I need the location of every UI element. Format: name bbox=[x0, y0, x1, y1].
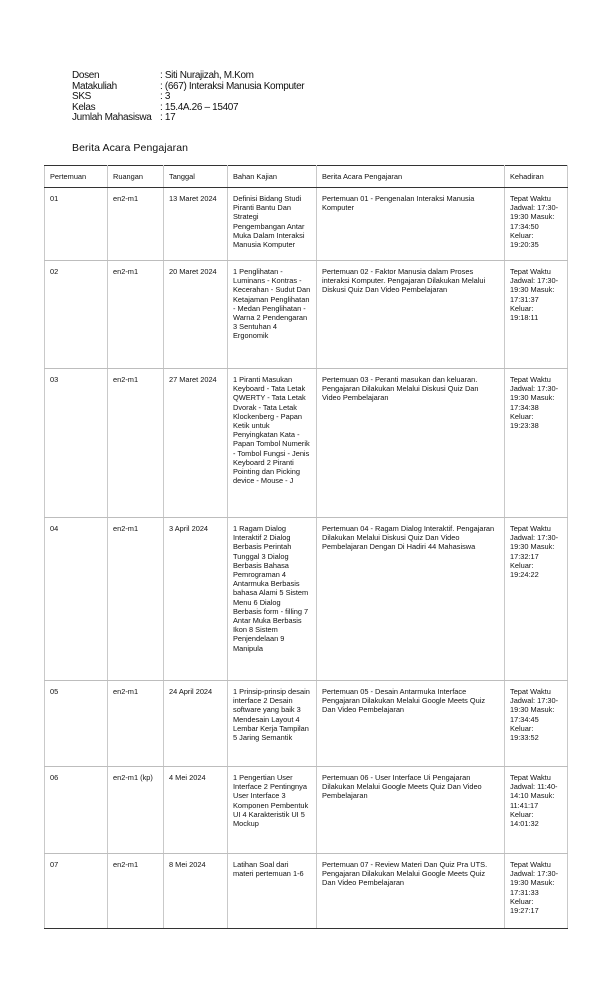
cell-kehadiran: Tepat Waktu Jadwal: 17:30-19:30 Masuk: 17:34:50 Keluar: 19:20:35 bbox=[505, 188, 568, 261]
cell-kehadiran: Tepat Waktu Jadwal: 17:30-19:30 Masuk: 17:31:37 Keluar: 19:18:11 bbox=[505, 261, 568, 369]
cell-bahan-kajian: 1 Ragam Dialog Interaktif 2 Dialog Berbasis Perintah Tunggal 3 Dialog Berbasis Bahasa Pemrograman 4 Antarmuka Berbasis bahasa Alami 5 Sistem Menu 6 Dialog Berbasis form - filling 7 Antar Muka Berbasis Ikon 8 Sistem Penjendelaan 9 Manipula bbox=[228, 518, 317, 681]
header-ruangan: Ruangan bbox=[108, 166, 164, 188]
cell-bahan-kajian: 1 Prinsip-prinsip desain interface 2 Desain software yang baik 3 Mendesain Layout 4 Lembar Kerja Tampilan 5 Jaring Semantik bbox=[228, 681, 317, 767]
cell-berita-acara: Pertemuan 01 - Pengenalan Interaksi Manusia Komputer bbox=[317, 188, 505, 261]
cell-ruangan: en2-m1 (kp) bbox=[108, 767, 164, 854]
table-row bbox=[45, 518, 568, 681]
teaching-record-table bbox=[44, 165, 568, 929]
cell-pertemuan: 04 bbox=[45, 518, 108, 681]
cell-kehadiran: Tepat Waktu Jadwal: 17:30-19:30 Masuk: 17:32:17 Keluar: 19:24:22 bbox=[505, 518, 568, 681]
cell-berita-acara: Pertemuan 07 - Review Materi Dan Quiz Pra UTS. Pengajaran Dilakukan Melalui Google Meets Quiz Dan Video Pembelajaran bbox=[317, 854, 505, 929]
cell-kehadiran: Tepat Waktu Jadwal: 17:30-19:30 Masuk: 17:34:45 Keluar: 19:33:52 bbox=[505, 681, 568, 767]
cell-pertemuan: 02 bbox=[45, 261, 108, 369]
cell-tanggal: 13 Maret 2024 bbox=[164, 188, 228, 261]
info-value: : Siti Nurajizah, M.Kom bbox=[160, 70, 254, 81]
table-header-row bbox=[45, 166, 568, 188]
table-row bbox=[45, 261, 568, 369]
cell-pertemuan: 06 bbox=[45, 767, 108, 854]
info-row-dosen bbox=[72, 71, 304, 82]
info-label: Matakuliah bbox=[72, 80, 117, 92]
cell-ruangan: en2-m1 bbox=[108, 854, 164, 929]
cell-bahan-kajian: 1 Penglihatan - Luminans - Kontras - Kecerahan - Sudut Dan Ketajaman Penglihatan - Medan Penglihatan - Warna 2 Pendengaran 3 Sentuhan 4 Ergonomik bbox=[228, 261, 317, 369]
cell-tanggal: 3 April 2024 bbox=[164, 518, 228, 681]
cell-berita-acara: Pertemuan 04 - Ragam Dialog Interaktif. Pengajaran Dilakukan Melalui Diskusi Quiz Dan Video Pembelajaran Dengan Di Hadiri 44 Mahasiswa bbox=[317, 518, 505, 681]
info-label: Dosen bbox=[72, 70, 100, 81]
course-info bbox=[72, 71, 304, 124]
info-value: : 15.4A.26 – 15407 bbox=[160, 101, 239, 113]
info-value: : 3 bbox=[160, 91, 171, 103]
cell-tanggal: 8 Mei 2024 bbox=[164, 854, 228, 929]
info-label: Kelas bbox=[72, 101, 96, 113]
cell-tanggal: 24 April 2024 bbox=[164, 681, 228, 767]
cell-bahan-kajian: 1 Piranti Masukan Keyboard - Tata Letak QWERTY - Tata Letak Dvorak - Tata Letak Klockenberg - Papan Ketik untuk Penyingkatan Kata - Papan Tombol Numerik - Tombol Fungsi - Jenis Keyboard 2 Piranti Pointing dan Picking device - Mouse - J bbox=[228, 369, 317, 518]
cell-tanggal: 4 Mei 2024 bbox=[164, 767, 228, 854]
cell-bahan-kajian: Definisi Bidang Studi Piranti Bantu Dan Strategi Pengembangan Antar Muka Dalam Interaksi Manusia Komputer bbox=[228, 188, 317, 261]
header-kehadiran: Kehadiran bbox=[505, 166, 568, 188]
info-value: : (667) Interaksi Manusia Komputer bbox=[160, 80, 305, 92]
cell-berita-acara: Pertemuan 03 - Peranti masukan dan keluaran. Pengajaran Dilakukan Melalui Diskusi Quiz Dan Video Pembelajaran bbox=[317, 369, 505, 518]
cell-kehadiran: Tepat Waktu Jadwal: 17:30-19:30 Masuk: 17:31:33 Keluar: 19:27:17 bbox=[505, 854, 568, 929]
cell-pertemuan: 05 bbox=[45, 681, 108, 767]
info-label: Jumlah Mahasiswa bbox=[72, 112, 152, 124]
info-label: SKS bbox=[72, 91, 91, 103]
cell-berita-acara: Pertemuan 06 - User Interface Ui Pengajaran Dilakukan Melalui Google Meets Quiz Dan Video Pembelajaran bbox=[317, 767, 505, 854]
cell-bahan-kajian: 1 Pengertian User Interface 2 Pentingnya User Interface 3 Komponen Pembentuk UI 4 Karakteristik UI 5 Mockup bbox=[228, 767, 317, 854]
table-row bbox=[45, 188, 568, 261]
header-berita-acara: Berita Acara Pengajaran bbox=[317, 166, 505, 188]
info-row-jumlah-mahasiswa bbox=[72, 113, 304, 124]
cell-ruangan: en2-m1 bbox=[108, 681, 164, 767]
cell-ruangan: en2-m1 bbox=[108, 188, 164, 261]
cell-tanggal: 20 Maret 2024 bbox=[164, 261, 228, 369]
cell-pertemuan: 01 bbox=[45, 188, 108, 261]
cell-kehadiran: Tepat Waktu Jadwal: 17:30-19:30 Masuk: 17:34:38 Keluar: 19:23:38 bbox=[505, 369, 568, 518]
header-pertemuan: Pertemuan bbox=[45, 166, 108, 188]
table-row bbox=[45, 681, 568, 767]
cell-berita-acara: Pertemuan 05 - Desain Antarmuka Interface Pengajaran Dilakukan Melalui Google Meets Quiz Dan Video Pembelajaran bbox=[317, 681, 505, 767]
cell-tanggal: 27 Maret 2024 bbox=[164, 369, 228, 518]
cell-pertemuan: 07 bbox=[45, 854, 108, 929]
table-row bbox=[45, 369, 568, 518]
table-row bbox=[45, 767, 568, 854]
cell-ruangan: en2-m1 bbox=[108, 369, 164, 518]
info-value: : 17 bbox=[160, 112, 176, 124]
cell-bahan-kajian: Latihan Soal dari materi pertemuan 1-6 bbox=[228, 854, 317, 929]
header-bahan-kajian: Bahan Kajian bbox=[228, 166, 317, 188]
header-tanggal: Tanggal bbox=[164, 166, 228, 188]
info-row-matakuliah bbox=[72, 82, 304, 93]
section-title: Berita Acara Pengajaran bbox=[72, 142, 189, 154]
cell-ruangan: en2-m1 bbox=[108, 518, 164, 681]
cell-berita-acara: Pertemuan 02 - Faktor Manusia dalam Proses interaksi Komputer. Pengajaran Dilakukan Melalui Diskusi Quiz Dan Video Pembelajaran bbox=[317, 261, 505, 369]
cell-pertemuan: 03 bbox=[45, 369, 108, 518]
cell-ruangan: en2-m1 bbox=[108, 261, 164, 369]
table-row bbox=[45, 854, 568, 929]
cell-kehadiran: Tepat Waktu Jadwal: 11:40-14:10 Masuk: 11:41:17 Keluar: 14:01:32 bbox=[505, 767, 568, 854]
